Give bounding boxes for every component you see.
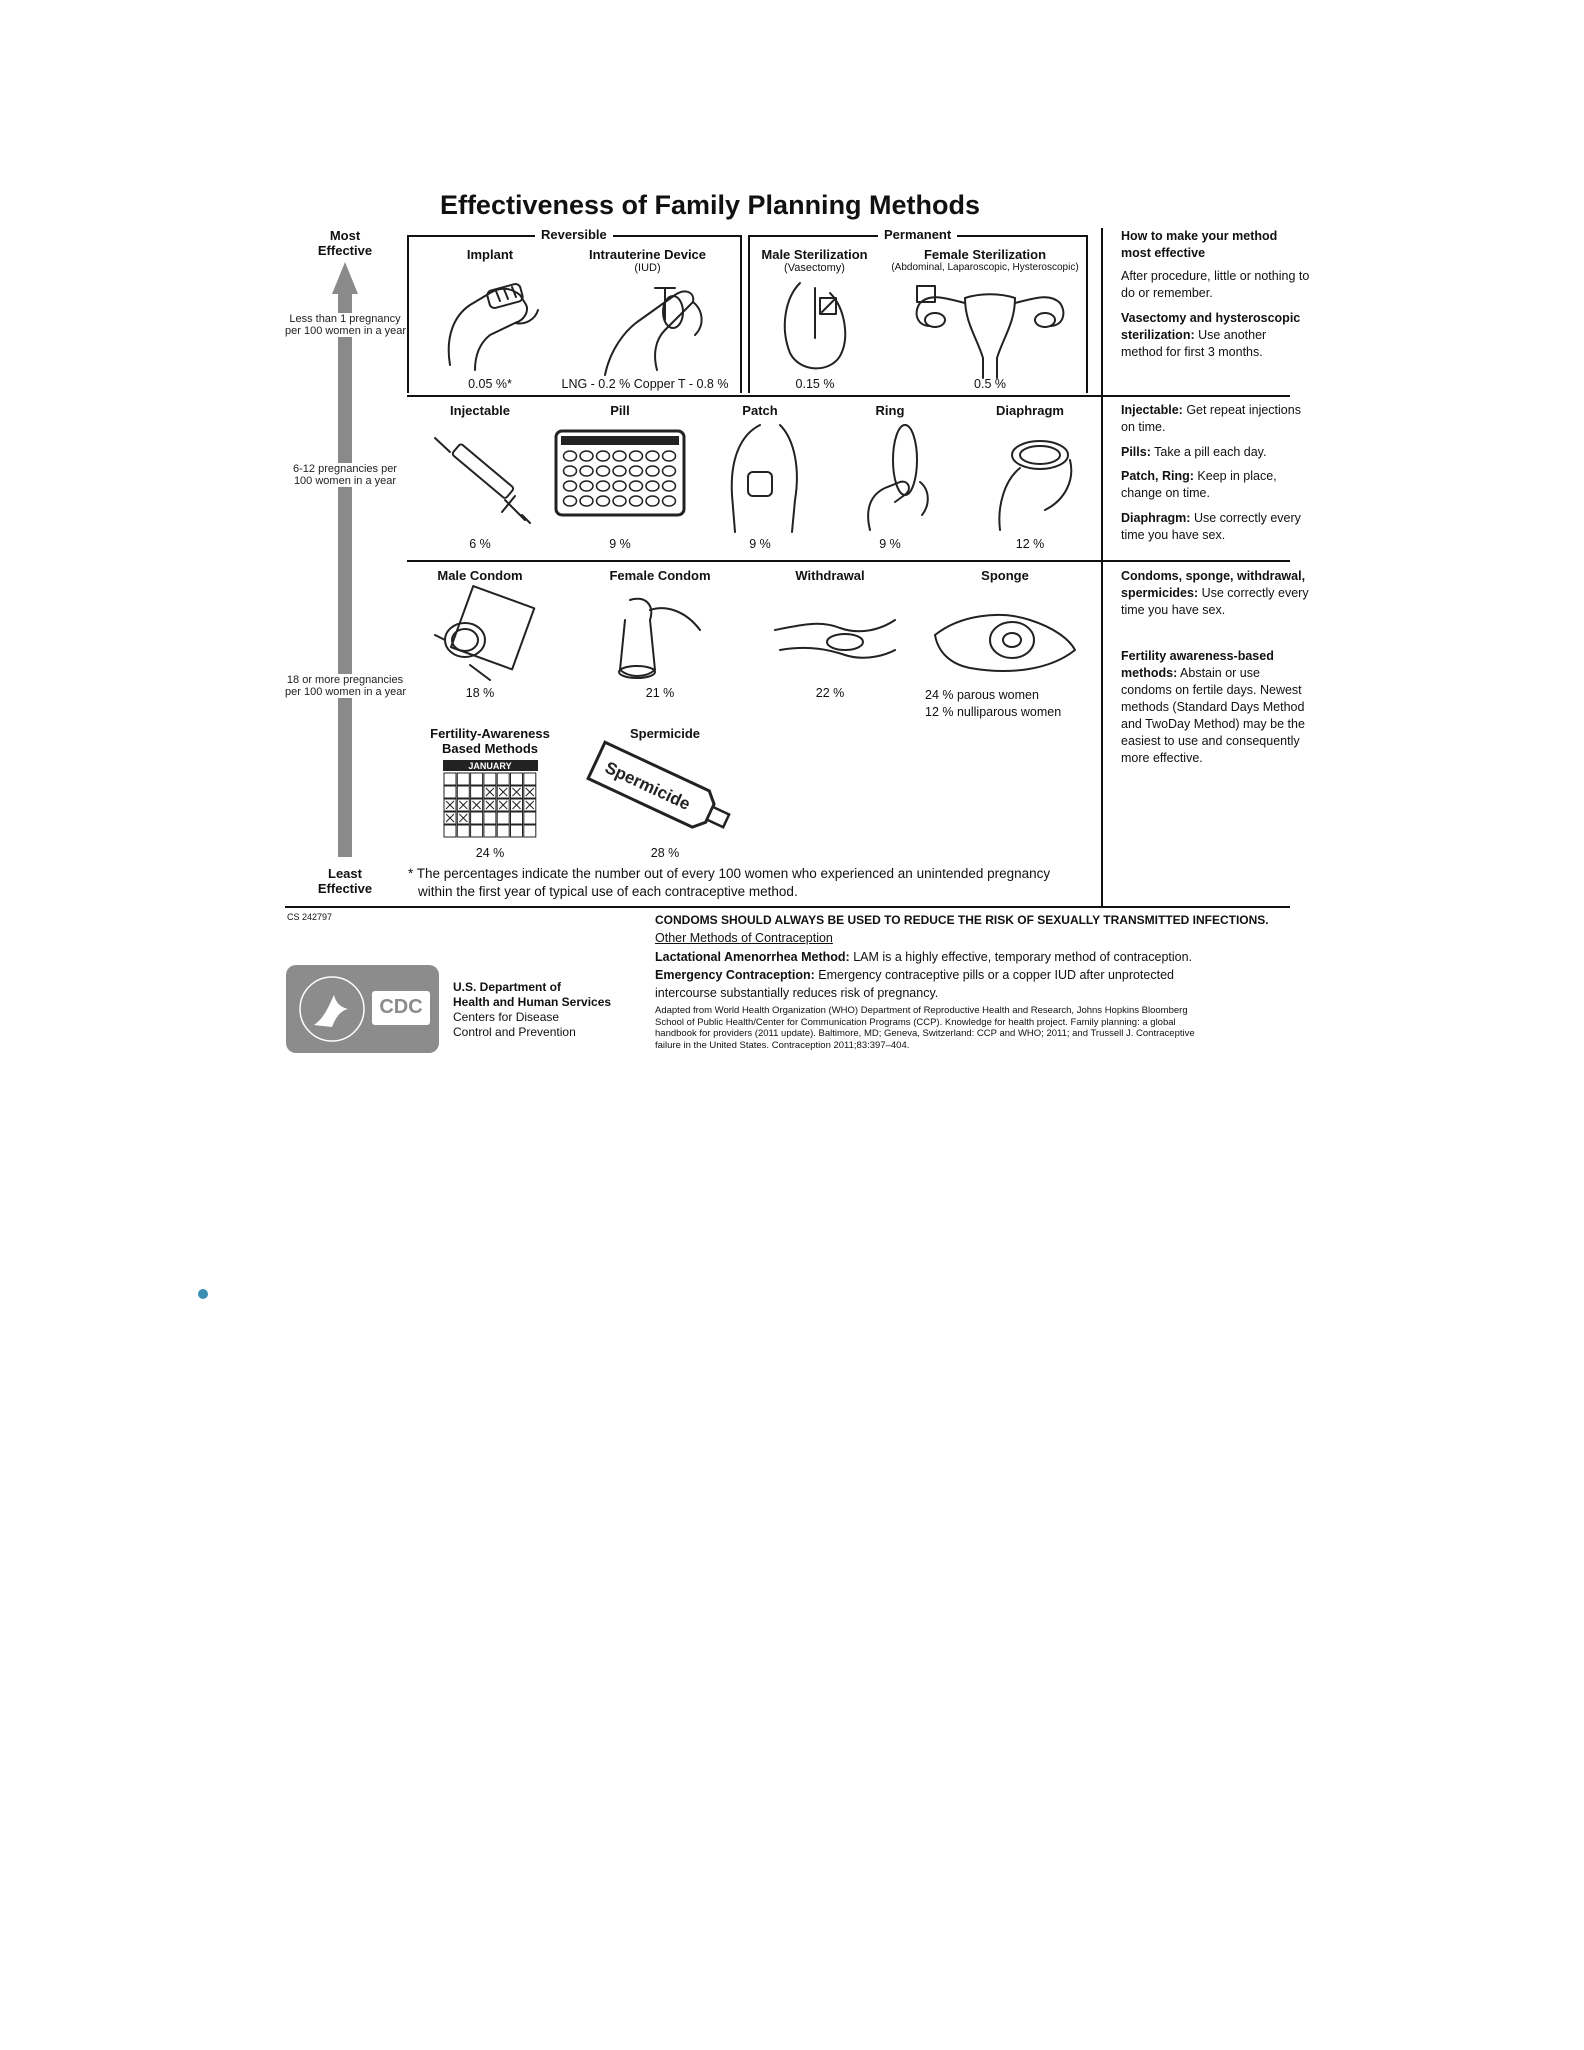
calendar-day <box>457 773 469 785</box>
patch-pct: 9 % <box>749 537 771 551</box>
sponge-name: Sponge <box>981 568 1029 583</box>
hhs-eagle-icon <box>296 973 368 1045</box>
tip-injectable: Injectable: Get repeat injections on time. <box>1121 403 1301 434</box>
female-sterilization-name: Female Sterilization <box>923 247 1047 262</box>
hhs-cdc-logo <box>286 965 439 1053</box>
withdrawal-illustration <box>770 590 900 680</box>
injectable-pct: 6 % <box>469 537 491 551</box>
calendar-day <box>471 812 483 824</box>
male-condom-pct: 18 % <box>465 686 495 700</box>
pill-blister <box>580 466 593 476</box>
pill-blister <box>613 466 626 476</box>
calendar-day <box>497 773 509 785</box>
cdc-logo-text: CDC <box>379 996 423 1018</box>
iud-illustration <box>595 270 725 380</box>
list-bullet <box>198 1289 208 1299</box>
pill-blister <box>597 451 610 461</box>
pill-blister <box>564 481 577 491</box>
female-condom-name: Female Condom <box>609 568 711 583</box>
calendar-day <box>511 773 523 785</box>
pill-blister <box>663 466 676 476</box>
female-sterilization-sub: (Abdominal, Laparoscopic, Hysteroscopic) <box>891 262 1079 273</box>
patch-illustration <box>720 420 810 535</box>
calendar-day <box>524 825 536 837</box>
calendar-illustration <box>443 760 538 840</box>
uterus-illustration <box>905 278 1075 378</box>
male-sterilization-name: Male Sterilization <box>761 247 868 262</box>
diaphragm-pct: 12 % <box>1015 537 1045 551</box>
calendar-cross <box>459 814 467 822</box>
calendar-cross <box>459 801 467 809</box>
reversible-bracket-left <box>407 235 409 393</box>
reversible-label: Reversible <box>535 227 613 242</box>
withdrawal-pct: 22 % <box>815 686 845 700</box>
pill-blister <box>580 496 593 506</box>
tip-vasectomy: Vasectomy and hysteroscopic sterilization: Use another method for first 3 months. <box>1121 311 1301 359</box>
ec-text-2: intercourse substantially reduces risk of pregnancy. <box>655 986 939 1000</box>
calendar-day <box>497 812 509 824</box>
spermicide-name: Spermicide <box>629 726 701 741</box>
pill-blister <box>646 496 659 506</box>
spermicide-tube-illustration <box>585 745 745 840</box>
calendar-day <box>511 825 523 837</box>
pill-blister <box>646 466 659 476</box>
calendar-day <box>471 773 483 785</box>
document-code: CS 242797 <box>287 912 333 922</box>
permanent-label: Permanent <box>878 227 957 242</box>
calendar-day <box>484 825 496 837</box>
pill-blister <box>663 481 676 491</box>
pill-blister <box>597 481 610 491</box>
pill-blister <box>580 451 593 461</box>
tip-fertility-awareness: Fertility awareness-based methods: Abstain or use condoms on fertile days. Newest methods (Standard Days Method and TwoDay Method) may be the easiest to use and consequently more effective. <box>1121 649 1305 765</box>
other-methods-heading: Other Methods of Contraception <box>655 931 833 945</box>
spermicide-tube-label: Spermicide <box>602 757 694 814</box>
tier1-divider <box>407 395 1290 397</box>
vasectomy-illustration <box>775 278 865 378</box>
patch-name: Patch <box>742 403 778 418</box>
diaphragm-illustration <box>985 420 1085 535</box>
tip-condoms: Condoms, sponge, withdrawal, spermicides: Use correctly every time you have sex. <box>1121 569 1309 617</box>
withdrawal-name: Withdrawal <box>795 568 865 583</box>
pill-blister <box>580 481 593 491</box>
hhs-name: U.S. Department of Health and Human Services <box>453 980 612 1009</box>
pill-pct: 9 % <box>609 537 631 551</box>
fam-pct: 24 % <box>475 846 505 860</box>
tips-divider <box>1101 228 1103 906</box>
calendar-day <box>511 812 523 824</box>
calendar-cross <box>513 801 521 809</box>
iud-name: Intrauterine Device <box>588 247 707 262</box>
pill-blister <box>597 466 610 476</box>
calendar-day <box>471 786 483 798</box>
reversible-bracket-right <box>740 235 742 393</box>
tier2-rate: 6-12 pregnancies per 100 women in a year <box>285 463 405 487</box>
iud-pct: LNG - 0.2 % Copper T - 0.8 % <box>561 377 729 391</box>
fam-name: Fertility-Awareness Based Methods <box>430 726 550 756</box>
implant-illustration <box>430 265 550 375</box>
male-condom-name: Male Condom <box>437 568 523 583</box>
pill-blister <box>663 496 676 506</box>
pill-blister <box>630 481 643 491</box>
tip-permanent: After procedure, little or nothing to do or remember. <box>1121 269 1310 300</box>
lam-text: Lactational Amenorrhea Method: LAM is a highly effective, temporary method of contraception. <box>655 950 1193 964</box>
pill-blister <box>646 481 659 491</box>
cdc-name: Centers for Disease Control and Prevention <box>453 1010 576 1039</box>
effectiveness-arrow <box>330 262 360 862</box>
spermicide-pct: 28 % <box>650 846 680 860</box>
footnote-line2: within the first year of typical use of each contraceptive method. <box>418 884 798 899</box>
tip-diaphragm: Diaphragm: Use correctly every time you have sex. <box>1121 511 1301 542</box>
tips-header: How to make your method most effective <box>1121 229 1278 260</box>
tier1-rate: Less than 1 pregnancy per 100 women in a year <box>285 313 407 337</box>
calendar-day <box>457 825 469 837</box>
tip-patch-ring: Patch, Ring: Keep in place, change on time. <box>1121 469 1277 500</box>
calendar-day <box>444 825 456 837</box>
calendar-cross <box>526 788 534 796</box>
sponge-pct-parous: 24 % parous women <box>925 688 1039 702</box>
ring-illustration <box>850 420 950 535</box>
pill-blister <box>564 451 577 461</box>
ring-pct: 9 % <box>879 537 901 551</box>
calendar-day <box>471 825 483 837</box>
most-effective-label: Most Effective <box>317 228 373 258</box>
calendar-cross <box>513 788 521 796</box>
cdc-logo-badge <box>372 991 430 1025</box>
calendar-cross <box>473 801 481 809</box>
male-condom-illustration <box>430 590 540 685</box>
calendar-day <box>484 773 496 785</box>
female-sterilization-pct: 0.5 % <box>974 377 1006 391</box>
tier2-divider <box>407 560 1290 562</box>
female-condom-pct: 21 % <box>645 686 675 700</box>
pill-blister <box>630 496 643 506</box>
calendar-day <box>497 825 509 837</box>
footnote-line1: * The percentages indicate the number out of every 100 women who experienced an unintended pregnancy <box>408 866 1051 881</box>
syringe-illustration <box>430 430 540 530</box>
footer-divider <box>285 906 1290 908</box>
diaphragm-name: Diaphragm <box>996 403 1064 418</box>
tip-pills: Pills: Take a pill each day. <box>1121 445 1267 459</box>
pill-blister <box>613 496 626 506</box>
pill-blister <box>564 466 577 476</box>
calendar-cross <box>499 801 507 809</box>
female-condom-illustration <box>605 590 715 685</box>
pill-blister <box>613 481 626 491</box>
iud-sub: (IUD) <box>634 262 661 274</box>
implant-pct: 0.05 %* <box>468 377 512 391</box>
calendar-cross <box>486 801 494 809</box>
male-sterilization-pct: 0.15 % <box>795 377 835 391</box>
pill-blister <box>646 451 659 461</box>
page-title: Effectiveness of Family Planning Methods <box>439 190 981 220</box>
calendar-cross <box>446 801 454 809</box>
pill-name: Pill <box>610 403 630 418</box>
permanent-bracket-right <box>1086 235 1088 393</box>
male-sterilization-sub: (Vasectomy) <box>784 262 845 274</box>
sponge-pct-nulliparous: 12 % nulliparous women <box>925 705 1062 719</box>
pill-blister <box>597 496 610 506</box>
least-effective-label: Least Effective <box>317 866 373 896</box>
pill-blister <box>630 451 643 461</box>
calendar-cross <box>486 788 494 796</box>
pill-blister <box>630 466 643 476</box>
calendar-cross <box>446 814 454 822</box>
calendar-day <box>457 786 469 798</box>
calendar-day <box>484 812 496 824</box>
calendar-month: JANUARY <box>468 761 512 771</box>
calendar-day <box>444 773 456 785</box>
sponge-illustration <box>930 590 1080 685</box>
calendar-cross <box>499 788 507 796</box>
condoms-warning: CONDOMS SHOULD ALWAYS BE USED TO REDUCE THE RISK OF SEXUALLY TRANSMITTED INFECTIONS. <box>655 913 1269 927</box>
calendar-cross <box>526 801 534 809</box>
calendar-day <box>444 786 456 798</box>
permanent-bracket-left <box>748 235 750 393</box>
pill-blister <box>663 451 676 461</box>
tier3-rate: 18 or more pregnancies per 100 women in a year <box>285 674 407 698</box>
pill-pack-illustration <box>555 430 685 516</box>
ec-text: Emergency Contraception: Emergency contraceptive pills or a copper IUD after unprotected <box>655 968 1174 982</box>
calendar-day <box>524 812 536 824</box>
pill-blister <box>564 496 577 506</box>
pill-blister <box>613 451 626 461</box>
calendar-day <box>524 773 536 785</box>
references: Adapted from World Health Organization (WHO) Department of Reproductive Health and Research, Johns Hopkins Bloomberg School of Public Health/Center for Communication Programs (CCP). Knowledge for health project. Family planning: a global handbook for providers (2011 update). Baltimore, MD; Geneva, Switzerland: CCP and WHO; 2011; and Trussell J. Contraceptive failure in the United States. Contraception 2011;83:397–404. <box>655 1005 1195 1051</box>
ring-name: Ring <box>875 403 905 418</box>
implant-name: Implant <box>466 247 514 262</box>
injectable-name: Injectable <box>450 403 510 418</box>
